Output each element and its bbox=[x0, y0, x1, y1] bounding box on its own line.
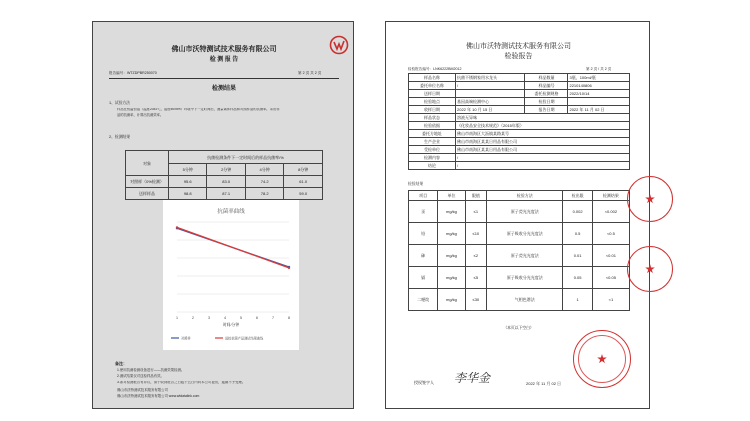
table-cell: 1 bbox=[563, 289, 592, 311]
column-header: 项目 bbox=[409, 191, 438, 201]
info-label: 样品数量 bbox=[525, 74, 568, 82]
table-cell: 原子吸收分光光度法 bbox=[487, 267, 563, 289]
info-row bbox=[409, 130, 630, 138]
table-cell: 镉 bbox=[409, 267, 438, 289]
table-row bbox=[409, 201, 630, 223]
info-label: 受检单位 bbox=[409, 146, 456, 154]
info-label: 检验地点 bbox=[409, 98, 456, 106]
chart-x-tick-label: 4 bbox=[224, 316, 226, 320]
signature-label: 授权签字人 bbox=[414, 380, 434, 385]
table-cell: 87.1 bbox=[207, 188, 245, 200]
info-value: 2022/10/14 bbox=[568, 90, 630, 98]
table-cell: 砷 bbox=[409, 245, 438, 267]
table-group-header: 抗菌检测条件下一定时间后的样品抗菌率/% bbox=[169, 151, 323, 164]
info-label: 送样日期 bbox=[409, 90, 456, 98]
legend-label: 送检抗菌产品测试结果曲线 bbox=[225, 336, 264, 341]
info-value: 2022 年 10 月 15 日 bbox=[456, 106, 525, 114]
info-value: 《化妆品安全技术规范》（2015年版） bbox=[456, 122, 630, 130]
chart-x-tick-label: 1 bbox=[176, 316, 178, 320]
table-cell: 95.6 bbox=[169, 176, 207, 188]
table-cell: <0.05 bbox=[592, 267, 629, 289]
column-header: 限值 bbox=[465, 191, 487, 201]
right-page-number: 第 2 页 / 共 2 页 bbox=[586, 67, 612, 71]
chart-container bbox=[163, 200, 299, 350]
table-cell: 原子荧光光度法 bbox=[487, 201, 563, 223]
table-cell: mg/kg bbox=[438, 245, 465, 267]
info-value: 3瓶，100ml/瓶 bbox=[568, 74, 630, 82]
table-cell: <0.01 bbox=[592, 245, 629, 267]
right-report-no-label: 检验报告编号： bbox=[408, 67, 434, 71]
column-header: 单位 bbox=[438, 191, 465, 201]
chart-x-tick-label: 3 bbox=[208, 316, 210, 320]
info-label: 样品状态 bbox=[409, 114, 456, 122]
table-row bbox=[126, 188, 323, 200]
chart-x-axis-label: 时间/分钟 bbox=[222, 323, 240, 327]
chart-title: 抗菌率曲线 bbox=[217, 209, 245, 215]
row-label: 送样样品 bbox=[126, 188, 169, 200]
info-label: 生产企业 bbox=[409, 138, 456, 146]
time-header-1: 5分钟 bbox=[169, 164, 207, 176]
table-cell: mg/kg bbox=[438, 201, 465, 223]
info-value: 2210140806 bbox=[568, 82, 630, 90]
signature: 李华金 bbox=[454, 371, 491, 385]
table-cell: mg/kg bbox=[438, 267, 465, 289]
table-cell: <0.002 bbox=[592, 201, 629, 223]
right-report-no: LNK6222BM2012 bbox=[433, 67, 462, 71]
left-company-name: 佛山市沃特测试技术服务有限公司 bbox=[171, 45, 277, 53]
inspection-seal-inner-ring bbox=[578, 335, 626, 383]
table-cell: mg/kg bbox=[438, 289, 465, 311]
table-cell: <0.5 bbox=[592, 223, 629, 245]
info-row bbox=[409, 154, 630, 162]
table-cell: 98.8 bbox=[169, 188, 207, 200]
chart-point bbox=[176, 226, 178, 228]
chart-x-tick-label: 2 bbox=[192, 316, 194, 320]
info-label: 样品编号 bbox=[525, 82, 568, 90]
table-cell: 61.0 bbox=[284, 176, 323, 188]
column-header: 检验方法 bbox=[487, 191, 563, 201]
info-label: 委托单位名称 bbox=[409, 82, 456, 90]
table-row bbox=[409, 245, 630, 267]
column-header: 检测结果 bbox=[592, 191, 629, 201]
info-label: 报告日期 bbox=[525, 106, 568, 114]
results-table bbox=[125, 150, 323, 200]
info-value: 基因高端检测中心 bbox=[456, 98, 525, 106]
right-company-name: 佛山市沃特测试技术服务有限公司 bbox=[466, 43, 571, 50]
table-cell: <1 bbox=[592, 289, 629, 311]
table-cell: ≤5 bbox=[465, 267, 487, 289]
footer-contact: 佛山市沃特测试技术服务有限公司 www.wtdatalink.com bbox=[117, 394, 200, 398]
table-cell: 74.2 bbox=[245, 176, 283, 188]
info-label: 收样日期 bbox=[409, 106, 456, 114]
table-cell: 二噁烷 bbox=[409, 289, 438, 311]
info-label: 委托检测规格 bbox=[525, 90, 568, 98]
info-row bbox=[409, 98, 630, 106]
right-report-title: 检验报告 bbox=[504, 53, 533, 60]
note-line: 3.如对检测报告有异议，请于收到报告之日起十五日内向本公司提出，逾期不予受理。 bbox=[117, 381, 246, 384]
signature-date: 2022 年 11 月 02 日 bbox=[526, 381, 562, 386]
info-row bbox=[409, 106, 630, 114]
table-cell: 83.0 bbox=[207, 176, 245, 188]
table-cell: 原子吸收分光光度法 bbox=[487, 223, 563, 245]
info-value: / bbox=[456, 162, 630, 170]
info-label: 样品名称 bbox=[409, 74, 456, 82]
info-value: 抗菌不锈钢家用水龙头 bbox=[456, 74, 525, 82]
table-cell: 59.0 bbox=[284, 188, 323, 200]
info-label: 检验日期 bbox=[525, 98, 568, 106]
table-cell: 78.2 bbox=[245, 188, 283, 200]
info-label: 检验依据 bbox=[409, 122, 456, 130]
info-row bbox=[409, 138, 630, 146]
info-label: 结论 bbox=[409, 162, 456, 170]
left-section-title: 检测结果 bbox=[211, 86, 236, 92]
info-table bbox=[408, 73, 630, 170]
time-header-3: 4分钟 bbox=[245, 164, 283, 176]
table-cell: ≤30 bbox=[465, 289, 487, 311]
table-cell: 原子荧光光度法 bbox=[487, 245, 563, 267]
info-value: / bbox=[456, 154, 630, 162]
results-title: 检验结果 bbox=[408, 182, 424, 186]
info-row bbox=[409, 122, 630, 130]
info-value bbox=[456, 90, 525, 98]
method-text-line-2: 品的抗菌率，计算出抗菌效率。 bbox=[117, 113, 164, 117]
results-header-row bbox=[409, 191, 630, 201]
chart-svg bbox=[163, 200, 299, 350]
info-row bbox=[409, 82, 630, 90]
footer-company: 佛山市沃特测试技术服务有限公司 bbox=[117, 388, 168, 392]
left-report-document bbox=[92, 21, 354, 409]
info-row bbox=[409, 146, 630, 154]
edge-seal-right-upper bbox=[627, 176, 673, 222]
info-label: 委托方地址 bbox=[409, 130, 456, 138]
time-header-4: 8分钟 bbox=[284, 164, 323, 176]
table-cell: 0.002 bbox=[563, 201, 592, 223]
info-value bbox=[568, 98, 630, 106]
chart-series-line bbox=[177, 227, 289, 268]
table-cell: 0.5 bbox=[563, 223, 592, 245]
chart-x-tick-label: 8 bbox=[288, 316, 290, 320]
company-logo bbox=[329, 35, 349, 55]
note-line: 2.测试结果仅对送检样品有效。 bbox=[117, 374, 164, 378]
end-note: （本页以下空白） bbox=[503, 326, 534, 330]
inspection-results-table bbox=[408, 190, 630, 311]
table-row bbox=[409, 289, 630, 311]
table-row bbox=[409, 267, 630, 289]
info-row bbox=[409, 114, 630, 122]
info-value: / bbox=[456, 82, 525, 90]
info-row bbox=[409, 162, 630, 170]
table-cell: ≤2 bbox=[465, 245, 487, 267]
table-cell: 汞 bbox=[409, 201, 438, 223]
table-cell: ≤10 bbox=[465, 223, 487, 245]
info-value: 佛山市南海区大沥镇某路某号 bbox=[456, 130, 630, 138]
info-row bbox=[409, 90, 630, 98]
chart-x-tick-label: 6 bbox=[256, 316, 258, 320]
table-row bbox=[409, 223, 630, 245]
left-page-number: 第 2 页 共 2 页 bbox=[298, 71, 322, 75]
table-cell: 0.05 bbox=[563, 267, 592, 289]
row-label: 对照样（0%检测） bbox=[126, 176, 169, 188]
info-label: 检测内容 bbox=[409, 154, 456, 162]
info-value: 溶液无异味 bbox=[456, 114, 630, 122]
table-cell: ≤1 bbox=[465, 201, 487, 223]
method-heading: 1、试验方法 bbox=[109, 101, 131, 105]
table-row bbox=[126, 176, 323, 188]
table-cell: mg/kg bbox=[438, 223, 465, 245]
note-line: 1.使用抗菌检测设备进行——抗菌效果检测。 bbox=[117, 368, 185, 372]
left-report-no-label: 报告编号： bbox=[109, 71, 127, 75]
left-report-title: 检 测 报 告 bbox=[209, 57, 239, 63]
result-heading: 2、检测结果 bbox=[109, 135, 131, 139]
table-cell: 气相色谱法 bbox=[487, 289, 563, 311]
chart-x-tick-label: 7 bbox=[272, 316, 274, 320]
info-row bbox=[409, 74, 630, 82]
time-header-2: 2分钟 bbox=[207, 164, 245, 176]
table-corner-label: 对象 bbox=[126, 151, 169, 176]
info-value: 2022 年 11 月 02 日 bbox=[568, 106, 630, 114]
chart-point bbox=[288, 267, 290, 269]
info-value: 佛山市南海区某某日用品有限公司 bbox=[456, 146, 630, 154]
table-cell: 铅 bbox=[409, 223, 438, 245]
info-value: 佛山市南海区某某日用品有限公司 bbox=[456, 138, 630, 146]
edge-seal-right-lower bbox=[627, 246, 673, 292]
table-cell: 0.01 bbox=[563, 245, 592, 267]
notes-heading: 备注： bbox=[115, 361, 127, 366]
legend-label: 对照样 bbox=[181, 336, 191, 341]
method-text-line-1: 样品在恒温恒湿（温度23±2℃，湿度50±5%）环境中下一定时间后，测量离体样品和对照样品的抗菌率，求出样 bbox=[117, 108, 280, 111]
column-header: 检出限 bbox=[563, 191, 592, 201]
chart-x-tick-label: 5 bbox=[240, 316, 242, 320]
left-report-no: WTZDPBR250070 bbox=[126, 71, 157, 75]
